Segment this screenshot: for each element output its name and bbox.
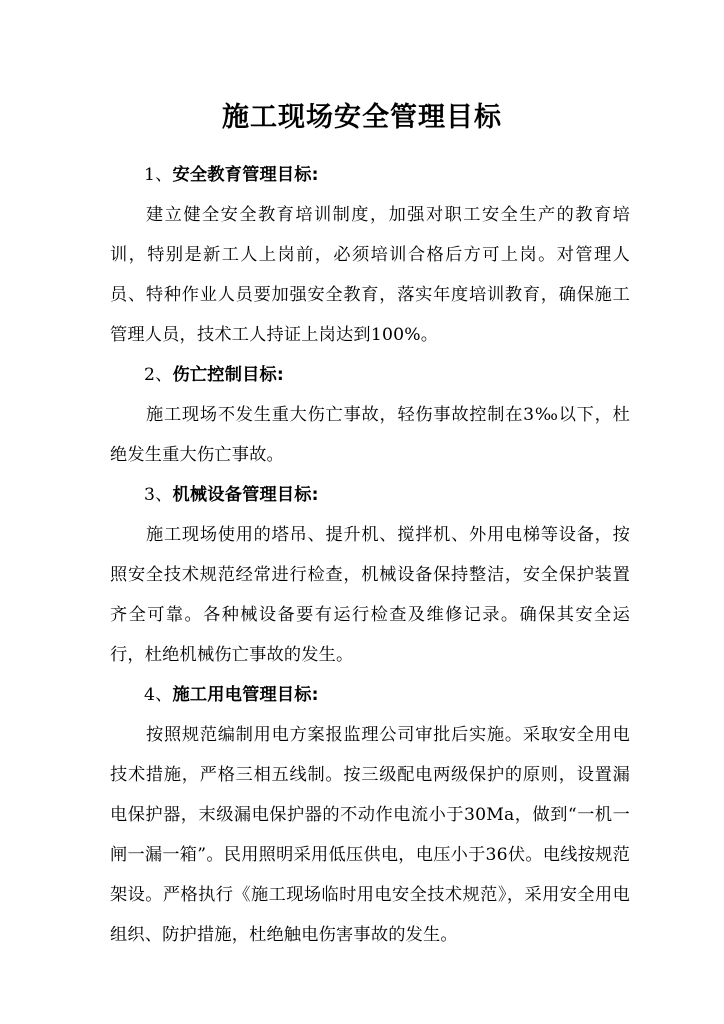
section-paragraph-machinery: 施工现场使用的塔吊、提升机、搅拌机、外用电梯等设备，按照安全技术规范经常进行检查，机械设备保持整洁，安全保护装置齐全可靠。各种械设备要有运行检查及维修记录。确保其安全运行，杜绝机械伤亡事故的发生。 — [110, 525, 630, 665]
section-paragraph-safety-education: 建立健全安全教育培训制度，加强对职工安全生产的教育培训，特别是新工人上岗前，必须培训合格后方可上岗。对管理人员、特种作业人员要加强安全教育，落实年度培训教育，确保施工管理人员，技术工人持证上岗达到100%。 — [110, 205, 630, 345]
section-heading-safety-education — [110, 155, 630, 195]
section-paragraph-casualty-control: 施工现场不发生重大伤亡事故，轻伤事故控制在3‰以下，杜绝发生重大伤亡事故。 — [110, 405, 630, 465]
section-heading-text: 伤亡控制目标: — [172, 365, 284, 385]
section-heading-text: 安全教育管理目标: — [172, 165, 319, 185]
section-number: 3、 — [144, 485, 173, 505]
section-heading-text: 机械设备管理目标: — [172, 485, 319, 505]
page-title: 施工现场安全管理目标 — [222, 102, 502, 133]
document-body — [110, 155, 630, 955]
section-heading-machinery — [110, 475, 630, 515]
section-heading-text: 施工用电管理目标: — [172, 685, 319, 705]
section-number: 4、 — [144, 685, 173, 705]
section-heading-electricity — [110, 675, 630, 715]
section-number: 1、 — [144, 165, 173, 185]
section-number: 2、 — [144, 365, 173, 385]
section-heading-casualty-control — [110, 355, 630, 395]
section-paragraph-electricity: 按照规范编制用电方案报监理公司审批后实施。采取安全用电技术措施，严格三相五线制。按三级配电两级保护的原则，设置漏电保护器，末级漏电保护器的不动作电流小于30Ma，做到“一机一闸一漏一箱”。民用照明采用低压供电，电压小于36伏。电线按规范架设。严格执行《施工现场临时用电安全技术规范》，采用安全用电组织、防护措施，杜绝触电伤害事故的发生。 — [110, 725, 630, 945]
